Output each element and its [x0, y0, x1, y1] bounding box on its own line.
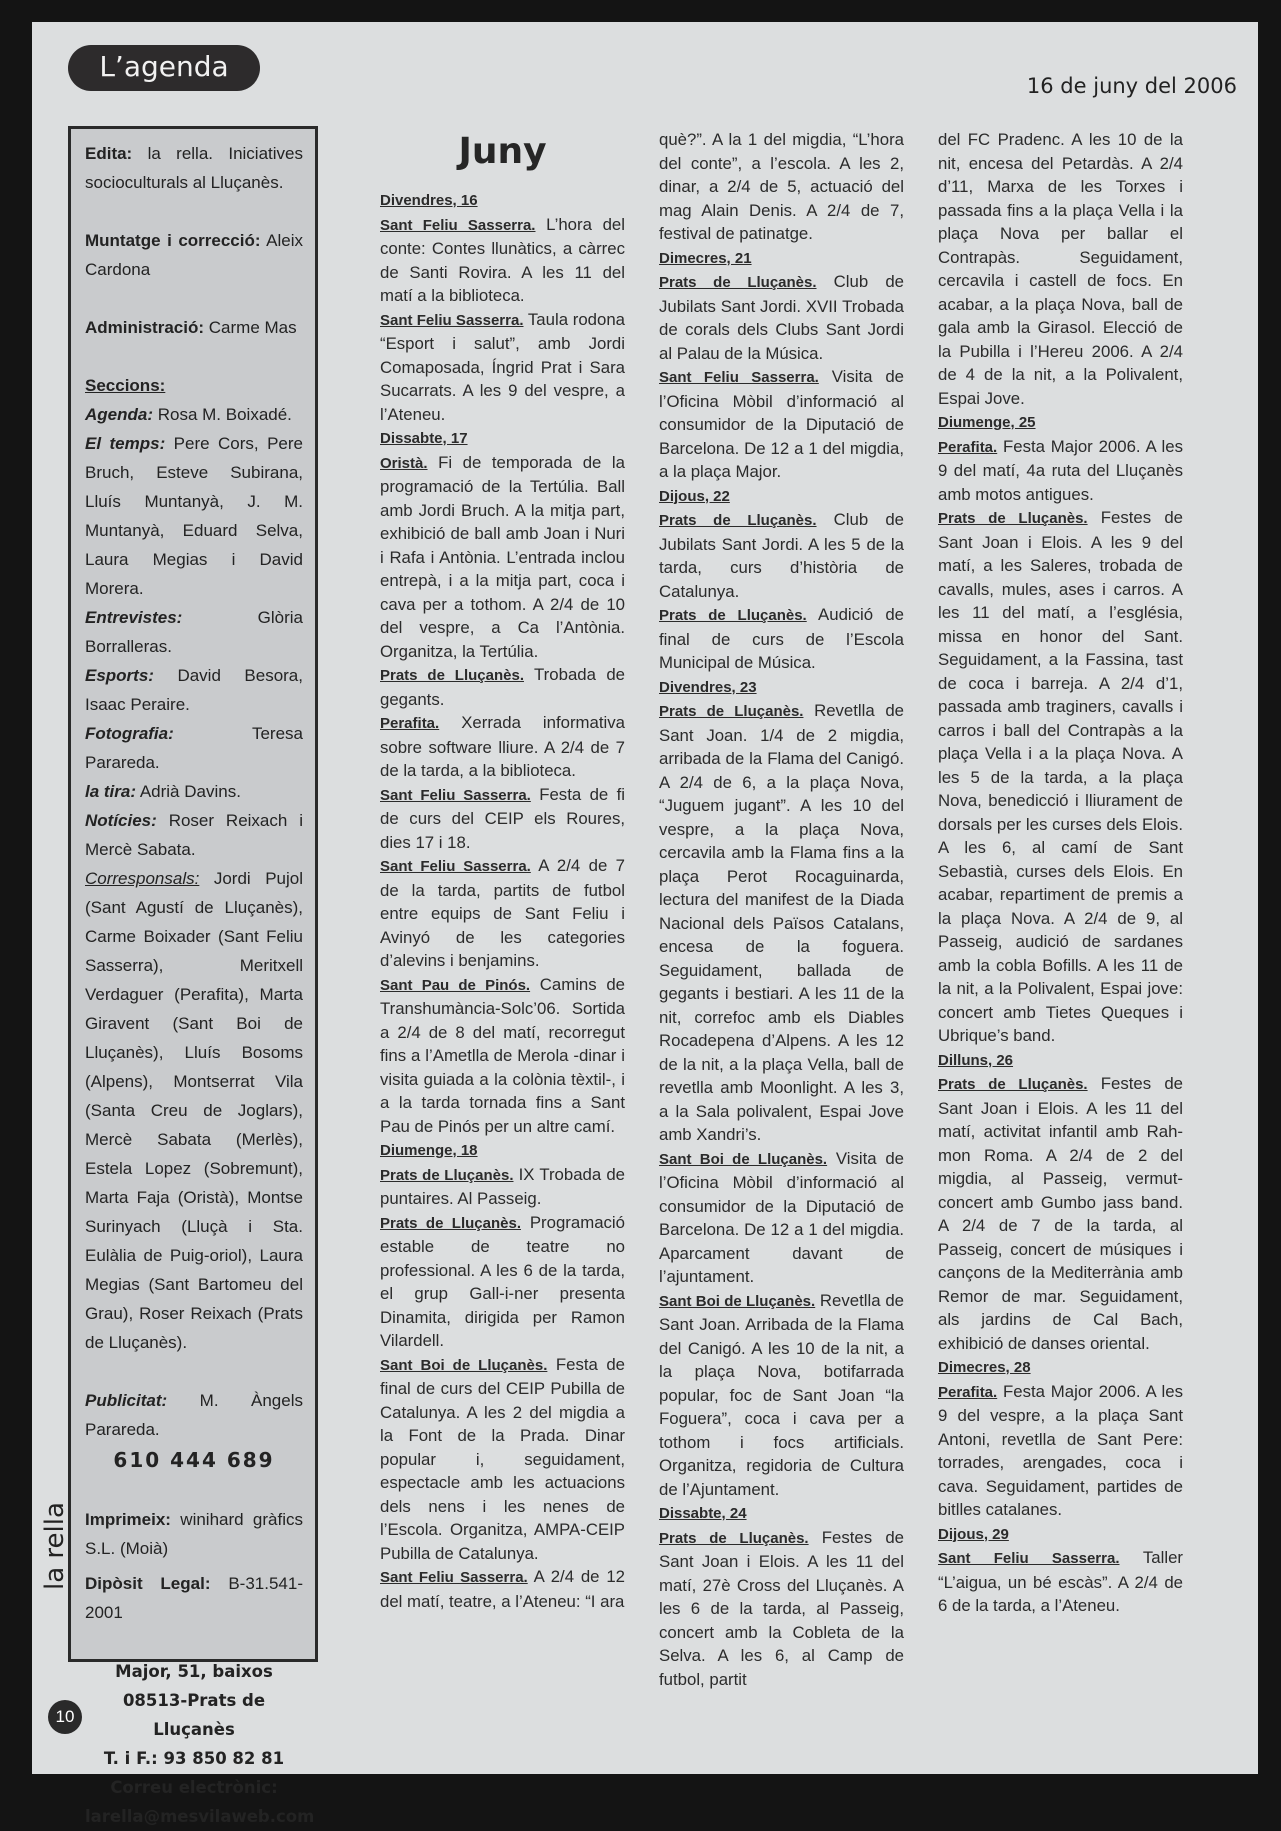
credit-text: Aleix Cardona [85, 231, 303, 279]
credit-label: Agenda: [85, 405, 153, 424]
entry-place: Sant Pau de Pinós. [380, 976, 531, 994]
entry-text: Visita de l’Oficina Mòbil d’informació al consumidor de la Diputació de Barcelona. De 12 a 1 del migdia. Aparcament davant de l’ajuntament. [659, 1148, 904, 1286]
credit-text: David Besora, Isaac Peraire. [85, 666, 303, 714]
entry-text: del FC Pradenc. A les 10 de la nit, encesa del Petardàs. A 2/4 d’11, Marxa de les Torxes i passada fins a la plaça Vella i la plaça Nova per ballar el Contrapàs. Seguidament, cercavila i castell de focs. En acabar, a la plaça Nova, ball de gala amb la Girasol. Elecció de la Pubilla i l’Hereu 2006. A 2/4 de 4 de la nit, a la Polivalent, Espai Jove. [938, 130, 1183, 408]
entry-place: Prats de Lluçanès. [659, 274, 817, 291]
agenda-day-heading [380, 426, 625, 451]
agenda-entry [938, 1072, 1183, 1355]
credit-text: B-31.541-2001 [85, 1574, 303, 1622]
address-email: larella@mesvilaweb.com [85, 1807, 315, 1826]
agenda-column-2 [659, 128, 904, 1691]
credit-label: Muntatge i correcció: [85, 231, 261, 250]
entry-place: Sant Feliu Sasserra. [938, 1550, 1120, 1567]
agenda-entry [380, 973, 625, 1139]
entry-place: Prats de Lluçanès. [659, 1529, 809, 1547]
credit-text: Pere Cors, Pere Bruch, Esteve Subirana, Lluís Muntanyà, J. M. Muntanyà, Eduard Selva, Laura Megias i David Morera. [85, 434, 303, 598]
credit-label: Imprimeix: [85, 1510, 171, 1529]
agenda-day-heading [380, 188, 625, 213]
credit-label: Entrevistes: [85, 608, 183, 627]
entry-place: Sant Feliu Sasserra. [380, 786, 531, 804]
entry-place: Prats de Lluçanès. [659, 512, 817, 529]
publication-name [40, 1558, 70, 1590]
agenda-entry [380, 711, 625, 783]
agenda-day-heading [938, 410, 1183, 435]
credit-label: Esports: [85, 666, 154, 685]
entry-text: A 2/4 de 12 del matí, teatre, a l’Ateneu: “I ara [380, 1567, 625, 1611]
credit-label: Dipòsit Legal: [85, 1574, 211, 1593]
entry-place: Perafita. [938, 438, 998, 456]
day-label: Dimecres, 21 [659, 249, 752, 267]
credit-label: Administració: [85, 318, 205, 337]
entry-place: Sant Boi de Lluçanès. [380, 1356, 548, 1374]
advertising-phone: 610 444 689 [113, 1448, 275, 1472]
agenda-entry [938, 1380, 1183, 1522]
agenda-entry [938, 128, 1183, 410]
address-line: Major, 51, baixos [115, 1662, 273, 1681]
day-label: Dijous, 22 [659, 487, 730, 505]
credit-label: Corresponsals: [85, 869, 200, 888]
address-block [85, 1657, 315, 1831]
agenda-entry [659, 1147, 904, 1289]
entry-place: Perafita. [380, 715, 440, 732]
credit-label: la tira: [85, 782, 137, 801]
entry-text: Festa Major 2006. A les 9 del matí, 4a ruta del Lluçanès amb motos antigues. [938, 436, 1183, 504]
entry-text: Visita de l’Oficina Mòbil d’informació al consumidor de la Diputació de Barcelona. De 12 a 1 del migdia, a la plaça Major. [659, 367, 904, 481]
entry-place: Prats de Lluçanès. [659, 703, 804, 720]
entry-text: Taula rodona “Esport i salut”, amb Jordi Comaposada, Íngrid Prat i Sara Sucarrats. A les 9 del vespre, a l’Ateneu. [380, 309, 625, 424]
agenda-day-heading [938, 1048, 1183, 1073]
day-label: Dissabte, 24 [659, 1505, 747, 1522]
agenda-entry [380, 308, 625, 427]
credit-text: Roser Reixach i Mercè Sabata. [85, 811, 303, 859]
entry-text: Fi de temporada de la programació de la Tertúlia. Ball amb Jordi Bruch. A la mitja part, exhibició de ball amb Joan i Nuri i Rafa i Antònia. L’entrada inclou entrepà, i a la mitja part, coca i cava per a tothom. A 2/4 de 10 del vespre, a Ca l’Antònia. Organitza, la Tertúlia. [380, 452, 625, 661]
entry-place: Prats de Lluçanès. [380, 1166, 514, 1184]
credit-label: Fotografia: [85, 724, 174, 743]
entry-place: Sant Boi de Lluçanès. [659, 1292, 816, 1310]
agenda-column-3 [938, 128, 1183, 1618]
entry-place: Oristà. [380, 454, 428, 472]
day-label: Diumenge, 25 [938, 414, 1036, 431]
entry-place: Sant Feliu Sasserra. [380, 311, 524, 329]
agenda-day-heading [380, 1138, 625, 1163]
credit-text: Jordi Pujol (Sant Agustí de Lluçanès), Carme Boixader (Sant Feliu Sasserra), Meritxell Verdaguer (Perafita), Marta Giravent (Sant Boi de Lluçanès), Lluís Bosoms (Alpens), Montserrat Vila (Santa Creu de Joglars), Mercè Sabata (Merlès), Estela Lopez (Sobremunt), Marta Faja (Oristà), Montse Surinyach (Lluçà i Sta. Eulàlia de Puig-oriol), Laura Megias (Sant Bartomeu del Grau), Roser Reixach (Prats de Lluçanès). [85, 869, 303, 1352]
address-line: 08513-Prats de Lluçanès [122, 1691, 266, 1739]
entry-place: Prats de Lluçanès. [938, 1076, 1088, 1093]
entry-place: Perafita. [938, 1383, 998, 1401]
credit-text: Rosa M. Boixadé. [157, 405, 292, 424]
entry-text: Audició de final de curs de l’Escola Municipal de Música. [659, 605, 904, 672]
credit-text: winihard gràfics S.L. (Moià) [85, 1510, 303, 1558]
entry-text: què?”. A la 1 del migdia, “L’hora del conte”, a l’escola. A les 2, dinar, a 2/4 de 5, actuació del mag Alain Denis. A 2/4 de 7, festival de patinatge. [659, 130, 904, 243]
entry-text: L’hora del conte: Contes llunàtics, a càrrec de Santi Rovira. A les 11 del matí a la biblioteca. [380, 214, 625, 305]
month-title: Juny [458, 131, 547, 172]
agenda-day-heading [659, 1501, 904, 1526]
entry-text: Festa Major 2006. A les 9 del vespre, a la plaça Sant Antoni, revetlla de Sant Pere: torrades, arengades, coca i cava. Seguidament, partides de bitlles catalanes. [938, 1381, 1183, 1519]
agenda-entry [380, 213, 625, 308]
agenda-entry [938, 506, 1183, 1048]
page-number: 10 [48, 1700, 82, 1734]
entry-text: A 2/4 de 7 de la tarda, partits de futbol entre equips de Sant Feliu i Avinyó de les categories d’alevins i benjamins. [380, 856, 625, 970]
credit-label: El temps: [85, 434, 166, 453]
entry-text: Festa de fi de curs del CEIP els Roures, dies 17 i 18. [380, 784, 626, 852]
entry-place: Sant Feliu Sasserra. [659, 369, 819, 386]
credit-text: Teresa Parareda. [85, 724, 303, 772]
agenda-entry [380, 1353, 625, 1566]
credit-text: Adrià Davins. [139, 782, 241, 801]
agenda-entry [659, 365, 904, 484]
agenda-entry [659, 270, 904, 365]
entry-text: Revetlla de Sant Joan. Arribada de la Flama del Canigó. A les 10 de la nit, a la plaça Nova, botifarrada popular, foc de Sant Joan “la Foguera”, coca i cava per a tothom i focs artificials. Organitza, regidoria de Cultura de l’Ajuntament. [659, 1290, 904, 1499]
day-label: Dijous, 29 [938, 1525, 1009, 1543]
credit-text: M. Àngels Parareda. [85, 1391, 303, 1439]
entry-place: Sant Feliu Sasserra. [380, 858, 531, 875]
credit-label: Publicitat: [85, 1391, 168, 1410]
agenda-entry [659, 1289, 904, 1502]
credit-text: la rella. Iniciatives socioculturals al Lluçanès. [85, 144, 303, 192]
agenda-entry [380, 1211, 625, 1353]
entry-text: Festes de Sant Joan i Elois. A les 9 del matí, a les Saleres, trobada de cavalls, mules, ases i carros. A les 11 del matí, a l’església, missa en honor del Sant. Seguidament, a la Fassina, tast de coca i barreja. A 2/4 d’1, passada amb traginers, cavalls i carros i ball del Contrapàs a la plaça Vella i a la plaça Nova. A les 5 de la tarda, a la plaça Nova, benedicció i lliurament de dorsals per les curses dels Elois. A les 6, al camí de Sant Sebastià, curses dels Elois. En acabar, repartiment de premis a la plaça Nova. A 2/4 de 9, al Passeig, audició de sardanes amb la cobla Bofills. A les 11 de la nit, a la Polivalent, Espai jove: concert amb Tietes Queques i Ubrique’s band. [938, 508, 1183, 1045]
agenda-entry [380, 783, 625, 855]
entry-place: Prats de Lluçanès. [659, 607, 807, 624]
issue-date: 16 de juny del 2006 [1026, 74, 1237, 98]
address-line: Correu electrònic: [110, 1778, 278, 1797]
entry-place: Sant Boi de Lluçanès. [659, 1150, 828, 1168]
agenda-day-heading [659, 675, 904, 700]
agenda-entry [659, 1526, 904, 1692]
credits-box [68, 126, 318, 1826]
entry-text: Programació estable de teatre no professional. A les 6 de la tarda, el grup Gall-i-ner presenta Dinamita, dirigida per Ramon Vilardell. [380, 1212, 625, 1350]
agenda-entry [380, 663, 625, 711]
entry-place: Prats de Lluçanès. [380, 1214, 521, 1232]
agenda-entry [659, 128, 904, 246]
day-label: Diumenge, 18 [380, 1142, 478, 1159]
agenda-day-heading [659, 246, 904, 271]
agenda-entry [938, 435, 1183, 507]
entry-text: Festes de Sant Joan i Elois. A les 11 del matí, activitat infantil amb Rah-mon Roma. A 2/4 de 2 del migdia, al Passeig, vermut-concert amb Gumbo jass band. A 2/4 de 7 de la tarda, al Passeig, concert de músiques i cançons de la Mediterrània amb Remor de mar. Seguidament, als jardins de Cal Bach, exhibició de danses oriental. [938, 1074, 1183, 1353]
entry-text: Revetlla de Sant Joan. 1/4 de 2 migdia, arribada de la Flama del Canigó. A 2/4 de 6, a la plaça Nova, “Juguem jugant”. A les 10 del vespre, a la plaça Nova, cercavila amb la Flama fins a la plaça Perot Rocaguinarda, lectura del manifest de la Diada Nacional dels Països Catalans, encesa de la foguera. Seguidament, ballada de gegants i bestiari. A les 11 de la nit, correfoc amb els Diables Rocadepena d’Alpens. A les 12 de la nit, a la plaça Vella, ball de revetlla amb Moonlight. A les 3, a la Sala polivalent, Espai Jove amb Xandri’s. [659, 701, 904, 1144]
agenda-day-heading [659, 484, 904, 509]
agenda-entry [659, 508, 904, 603]
day-label: Divendres, 23 [659, 678, 757, 696]
day-label: Dimecres, 28 [938, 1359, 1031, 1376]
day-label: Dilluns, 26 [938, 1051, 1014, 1069]
agenda-entry [380, 1163, 625, 1211]
credit-label: Notícies: [85, 811, 157, 830]
entry-place: Prats de Lluçanès. [938, 510, 1088, 527]
credit-text: Glòria Borralleras. [85, 608, 303, 656]
credit-text: Carme Mas [208, 318, 297, 337]
entry-text: IX Trobada de puntaires. Al Passeig. [380, 1164, 625, 1208]
entry-place: Sant Feliu Sasserra. [380, 216, 536, 234]
agenda-day-heading [938, 1522, 1183, 1547]
entry-text: Taller “L’aigua, un bé escàs”. A 2/4 de 6 de la tarda, a l’Ateneu. [938, 1548, 1183, 1615]
entry-place: Sant Feliu Sasserra. [380, 1569, 528, 1586]
agenda-entry [380, 1565, 625, 1613]
credit-label: Edita: [85, 144, 133, 163]
agenda-column-1 [380, 128, 625, 1613]
entry-text: Club de Jubilats Sant Jordi. A les 5 de la tarda, curs d’història de Catalunya. [659, 510, 904, 601]
section-title: L’agenda [68, 45, 260, 91]
entry-text: Xerrada informativa sobre software lliure. A 2/4 de 7 de la tarda, a la biblioteca. [380, 713, 625, 780]
entry-place: Prats de Lluçanès. [380, 667, 524, 684]
agenda-entry [938, 1546, 1183, 1618]
agenda-entry [659, 699, 904, 1147]
entry-text: Camins de Transhumància-Solc’06. Sortida a 2/4 de 8 del matí, recorregut fins a l’Ametlla de Merola -dinar i visita guiada a la colònia tèxtil-, i a la tarda tornada fins a Sant Pau de Pinós per un altre camí. [380, 974, 626, 1136]
agenda-day-heading [938, 1355, 1183, 1380]
agenda-entry [380, 854, 625, 973]
agenda-entry [380, 451, 625, 664]
address-line: T. i F.: 93 850 82 81 [103, 1749, 285, 1768]
entry-text: Trobada de gegants. [380, 665, 625, 709]
day-label: Divendres, 16 [380, 192, 478, 209]
day-label: Dissabte, 17 [380, 430, 468, 447]
agenda-entry [659, 603, 904, 675]
entry-text: Club de Jubilats Sant Jordi. XVII Trobada de corals dels Clubs Sant Jordi al Palau de la Música. [659, 272, 904, 363]
entry-text: Festes de Sant Joan i Elois. A les 11 del matí, 27è Cross del Lluçanès. A les 6 de la tarda, al Passeig, concert amb la Cobleta de la Selva. A les 6, al Camp de futbol, partit [659, 1527, 904, 1689]
credit-label: Seccions: [85, 376, 166, 395]
entry-text: Festa de final de curs del CEIP Pubilla de Catalunya. A les 2 del migdia a la Font de la Prada. Dinar popular i, seguidament, espectacle amb les actuacions dels nens i les nenes de l’Escola. Organitza, AMPA-CEIP Pubilla de Catalunya. [380, 1354, 625, 1563]
